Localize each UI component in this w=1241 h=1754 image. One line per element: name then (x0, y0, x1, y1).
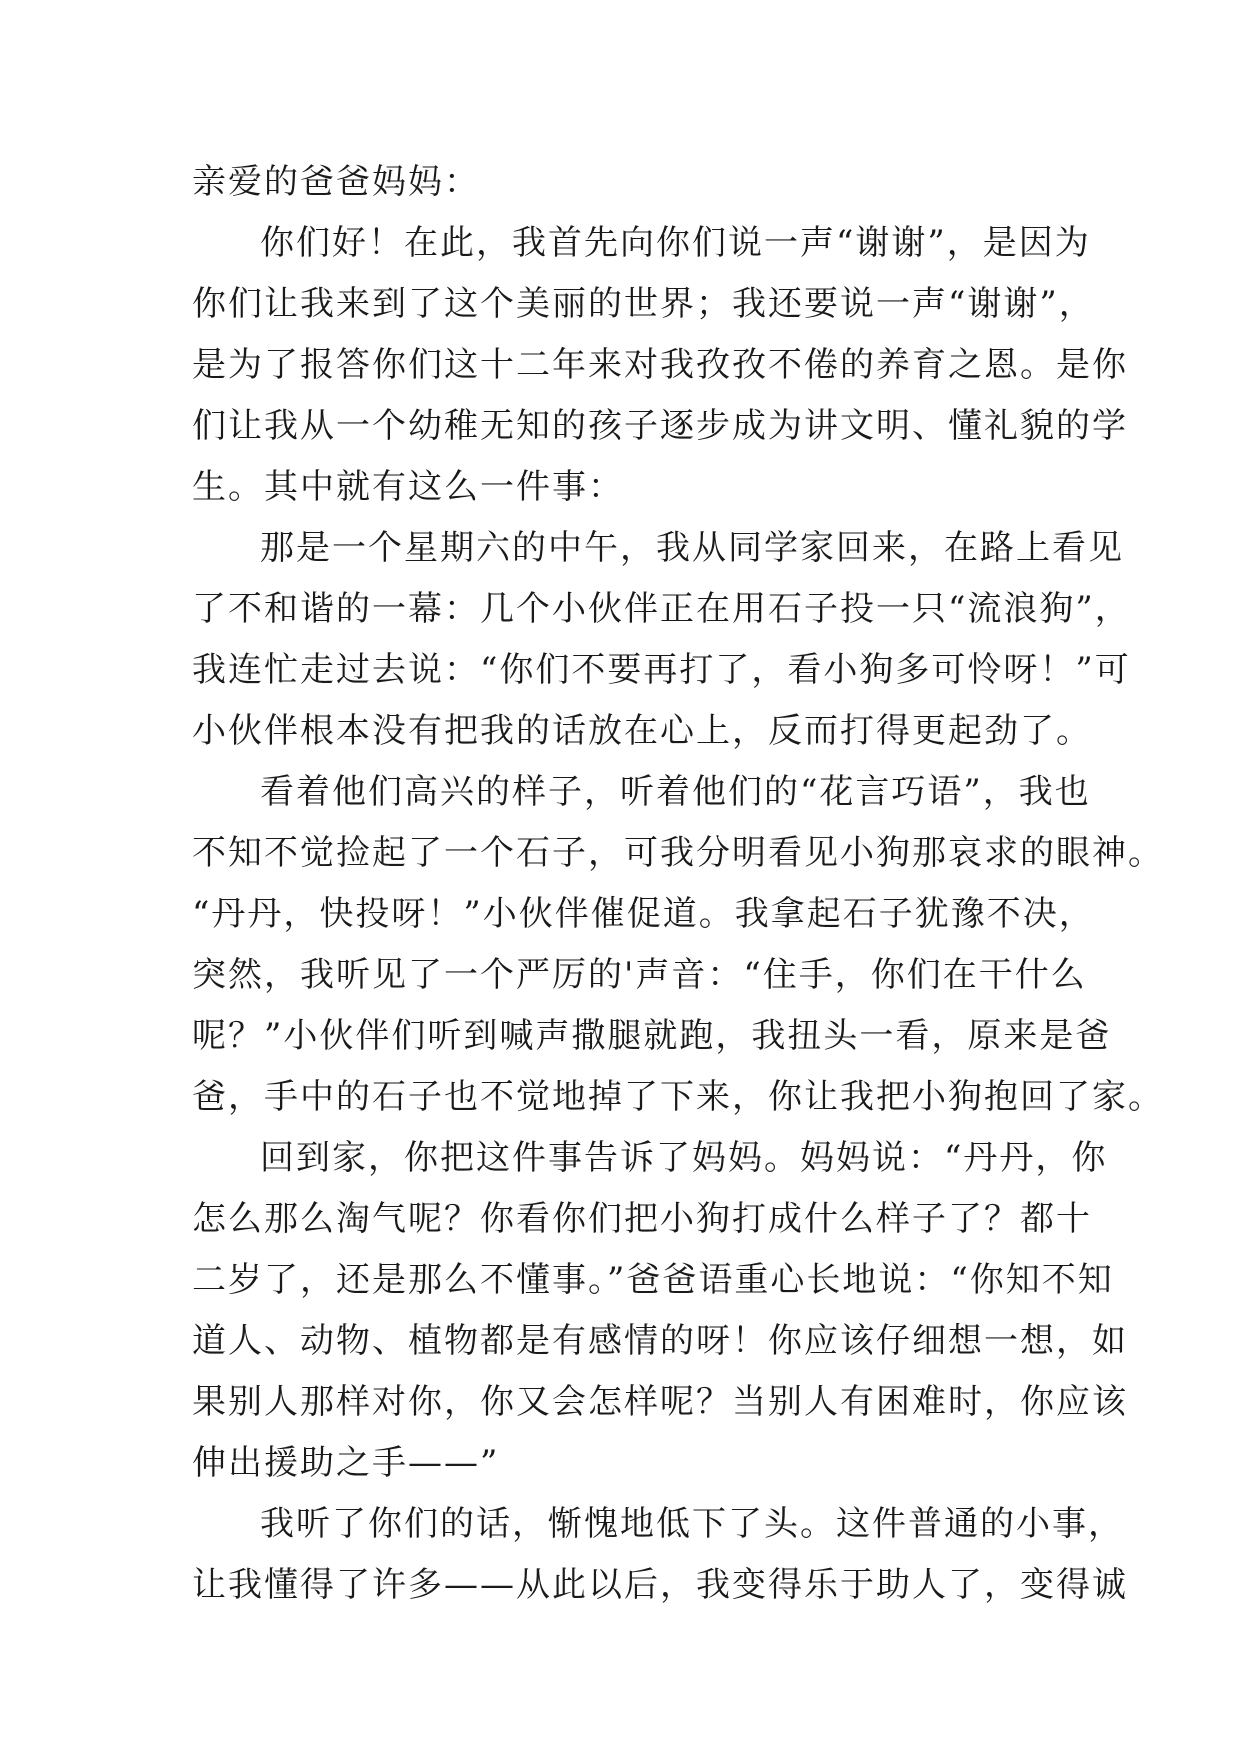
paragraph-line: 爸，手中的石子也不觉地掉了下来，你让我把小狗抱回了家。 (192, 1077, 1164, 1117)
paragraph-line: 那是一个星期六的中午，我从同学家回来，在路上看见 (260, 528, 1124, 568)
salutation-line: 亲爱的爸爸妈妈： (192, 162, 480, 202)
paragraph-line: 生。其中就有这么一件事： (192, 467, 624, 507)
paragraph-line: 果别人那样对你，你又会怎样呢？当别人有困难时，你应该 (192, 1382, 1128, 1422)
paragraph-line: 你们好！在此，我首先向你们说一声“谢谢”，是因为 (260, 223, 1091, 263)
paragraph-line: 让我懂得了许多——从此以后，我变得乐于助人了，变得诚 (192, 1565, 1128, 1605)
paragraph-line: 不知不觉捡起了一个石子，可我分明看见小狗那哀求的眼神。 (192, 833, 1164, 873)
paragraph-line: 你们让我来到了这个美丽的世界；我还要说一声“谢谢”， (192, 284, 1095, 324)
paragraph-line: 是为了报答你们这十二年来对我孜孜不倦的养育之恩。是你 (192, 345, 1128, 385)
paragraph-line: 我连忙走过去说：“你们不要再打了，看小狗多可怜呀！”可 (192, 650, 1131, 690)
paragraph-line: 们让我从一个幼稚无知的孩子逐步成为讲文明、懂礼貌的学 (192, 406, 1128, 446)
paragraph-line: 伸出援助之手——” (192, 1443, 500, 1483)
paragraph-line: 怎么那么淘气呢？你看你们把小狗打成什么样子了？都十 (192, 1199, 1092, 1239)
paragraph-line: 小伙伴根本没有把我的话放在心上，反而打得更起劲了。 (192, 711, 1092, 751)
letter-body (192, 152, 1164, 1616)
paragraph-line: 我听了你们的话，惭愧地低下了头。这件普通的小事， (260, 1504, 1124, 1544)
paragraph-line: “丹丹，快投呀！”小伙伴催促道。我拿起石子犹豫不决， (192, 894, 1095, 934)
paragraph-line: 回到家，你把这件事告诉了妈妈。妈妈说：“丹丹，你 (260, 1138, 1108, 1178)
paragraph-line: 呢？”小伙伴们听到喊声撒腿就跑，我扭头一看，原来是爸 (192, 1016, 1112, 1056)
paragraph-line: 突然，我听见了一个严厉的'声音：“住手，你们在干什么 (192, 955, 1087, 995)
paragraph-line: 了不和谐的一幕：几个小伙伴正在用石子投一只“流浪狗”， (192, 589, 1131, 629)
paragraph-line: 二岁了，还是那么不懂事。”爸爸语重心长地说：“你知不知 (192, 1260, 1114, 1300)
paragraph-line: 看着他们高兴的样子，听着他们的“花言巧语”，我也 (260, 772, 1091, 812)
paragraph-line: 道人、动物、植物都是有感情的呀！你应该仔细想一想，如 (192, 1321, 1128, 1361)
